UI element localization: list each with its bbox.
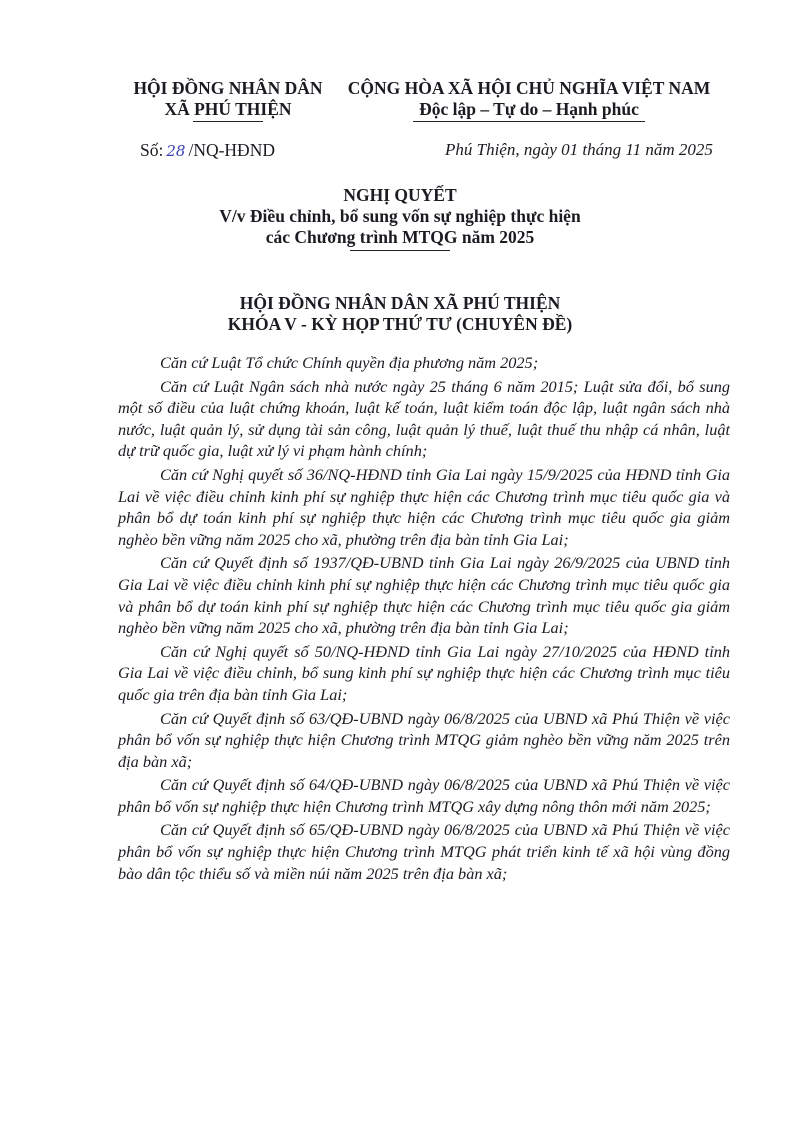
authority-line-2: XÃ PHÚ THIỆN [164, 99, 292, 119]
number-suffix: /NQ-HĐND [188, 140, 275, 160]
council-session: KHÓA V - KỲ HỌP THỨ TƯ (CHUYÊN ĐỀ) [227, 314, 573, 334]
number-prefix: Số: [140, 140, 164, 160]
legal-basis-paragraph: Căn cứ Nghị quyết số 50/NQ-HĐND tỉnh Gia Lai ngày 27/10/2025 của HĐND tỉnh Gia Lai về việc điều chỉnh, bổ sung kinh phí sự nghiệp thực hiện các Chương trình mục tiêu quốc gia trên địa bàn tỉnh Gia Lai; [118, 641, 730, 704]
council-name: HỘI ĐỒNG NHÂN DÂN XÃ PHÚ THIỆN [239, 293, 561, 313]
issuing-authority [118, 78, 338, 122]
council-heading [100, 293, 700, 335]
legal-basis-paragraph: Căn cứ Quyết định số 65/QĐ-UBND ngày 06/8/2025 của UBND xã Phú Thiện về việc phân bổ vốn sự nghiệp thực hiện Chương trình MTQG phát triển kinh tế xã hội vùng đồng bào dân tộc thiểu số và miền núi năm 2025 trên địa bàn xã; [118, 820, 730, 883]
subject-line-1: V/v Điều chỉnh, bổ sung vốn sự nghiệp thực hiện [219, 206, 581, 226]
date-line: Phú Thiện, ngày 01 tháng 11 năm 2025 [445, 140, 713, 159]
subject-line-2: các Chương trình MTQG năm 2025 [265, 227, 535, 247]
title-underline [350, 250, 450, 251]
authority-line-1: HỘI ĐỒNG NHÂN DÂN [133, 78, 323, 98]
handwritten-number: 28 [166, 142, 186, 160]
legal-basis-paragraph: Căn cứ Quyết định số 63/QĐ-UBND ngày 06/8/2025 của UBND xã Phú Thiện về việc phân bổ vốn sự nghiệp thực hiện Chương trình MTQG giảm nghèo bền vững năm 2025 trên địa bàn xã; [118, 708, 730, 771]
legal-basis-section [118, 352, 730, 886]
legal-basis-paragraph: Căn cứ Quyết định số 1937/QĐ-UBND tỉnh Gia Lai ngày 26/9/2025 của UBND tỉnh Gia Lai về việc điều chỉnh kinh phí sự nghiệp thực hiện các Chương trình mục tiêu quốc gia và phân bổ dự toán kinh phí sự nghiệp thực hiện các Chương trình mục tiêu quốc gia giảm nghèo bền vững năm 2025 cho xã, phường trên địa bàn tỉnh Gia Lai; [118, 553, 730, 638]
legal-basis-paragraph: Căn cứ Nghị quyết số 36/NQ-HĐND tỉnh Gia Lai ngày 15/9/2025 của HĐND tỉnh Gia Lai về việc điều chỉnh kinh phí sự nghiệp thực hiện các Chương trình mục tiêu quốc gia và phân bổ dự toán kinh phí sự nghiệp thực hiện các Chương trình mục tiêu quốc gia giảm nghèo bền vững năm 2025 cho xã, phường trên địa bàn tỉnh Gia Lai; [118, 464, 730, 549]
resolution-title [100, 185, 700, 251]
motto-underline [413, 121, 645, 122]
legal-basis-paragraph: Căn cứ Luật Tổ chức Chính quyền địa phương năm 2025; [160, 353, 539, 372]
country-name: CỘNG HÒA XÃ HỘI CHỦ NGHĨA VIỆT NAM [347, 78, 711, 98]
national-motto: Độc lập – Tự do – Hạnh phúc [419, 99, 639, 119]
legal-basis-paragraph: Căn cứ Luật Ngân sách nhà nước ngày 25 tháng 6 năm 2015; Luật sửa đổi, bổ sung một số điều của luật chứng khoán, luật kế toán, luật kiểm toán độc lập, luật ngân sách nhà nước, luật quản lý, sử dụng tài sản công, luật quản lý thuế, luật thuế thu nhập cá nhân, luật dự trữ quốc gia, luật xử lý vi phạm hành chính; [118, 376, 730, 461]
document-number [140, 140, 275, 161]
document-type: NGHỊ QUYẾT [343, 185, 457, 205]
authority-underline [193, 121, 263, 122]
legal-basis-paragraph: Căn cứ Quyết định số 64/QĐ-UBND ngày 06/8/2025 của UBND xã Phú Thiện về việc phân bổ vốn sự nghiệp thực hiện Chương trình MTQG xây dựng nông thôn mới năm 2025; [118, 775, 730, 816]
national-heading [336, 78, 722, 122]
